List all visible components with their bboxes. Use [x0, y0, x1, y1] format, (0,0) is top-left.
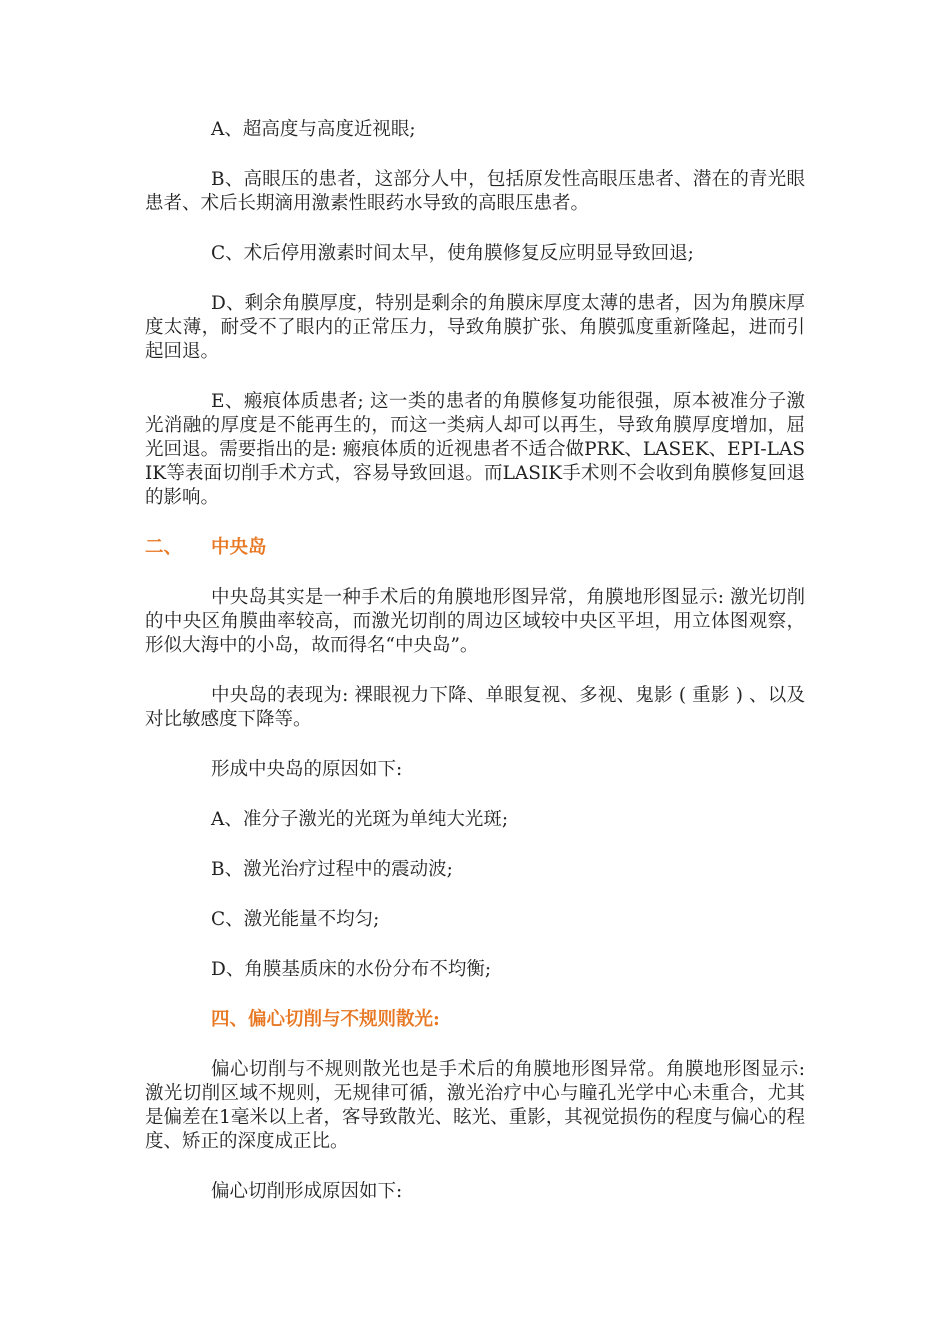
paragraph-item-c: C、术后停用激素时间太早，使角膜修复反应明显导致回退; — [211, 243, 694, 264]
paragraph-decentration-definition: 偏心切削与不规则散光也是手术后的角膜地形图异常。角膜地形图显示: 激光切削区域不规则，无规律可循，激光治疗中心与瞳孔光学中心未重合，尤其是偏差在1毫米以上者，客导致散光、眩光、重影，其视觉损伤的程度与偏心的程度、矫正的深度成正比。 — [145, 1059, 805, 1152]
paragraph-central-island-symptoms: 中央岛的表现为: 裸眼视力下降、单眼复视、多视、鬼影 ( 重影 ) 、以及对比敏感度下降等。 — [145, 685, 805, 730]
paragraph-cause-d: D、角膜基质床的水份分布不均衡; — [211, 959, 492, 980]
paragraph-item-d: D、剩余角膜厚度，特别是剩余的角膜床厚度太薄的患者，因为角膜床厚度太薄，耐受不了眼内的正常压力，导致角膜扩张、角膜弧度重新隆起，进而引起回退。 — [145, 293, 805, 362]
paragraph-central-island-causes-intro: 形成中央岛的原因如下: — [211, 759, 403, 780]
document-page — [145, 118, 805, 1204]
paragraph-item-a: A、超高度与高度近视眼; — [211, 119, 416, 140]
paragraph-cause-a: A、准分子激光的光斑为单纯大光斑; — [211, 809, 509, 830]
section-heading-central-island — [145, 536, 805, 560]
section-heading-number: 二、 — [145, 537, 183, 558]
paragraph-item-e: E、瘢痕体质患者; 这一类的患者的角膜修复功能很强，原本被准分子激光消融的厚度是不能再生的，而这一类病人却可以再生，导致角膜厚度增加，屈光回退。需要指出的是: 瘢痕体质的近视患者不适合做PRK、LASEK、EPI-LASIK等表面切削手术方式，容易导致回退。而LASIK手术则不会收到角膜修复回退的影响。 — [145, 391, 805, 508]
paragraph-decentration-causes-intro: 偏心切削形成原因如下: — [211, 1181, 403, 1202]
section-heading-title: 中央岛 — [211, 537, 267, 558]
paragraph-cause-b: B、激光治疗过程中的震动波; — [211, 859, 453, 880]
paragraph-central-island-definition: 中央岛其实是一种手术后的角膜地形图异常，角膜地形图显示: 激光切削的中央区角膜曲率较高，而激光切削的周边区域较中央区平坦，用立体图观察，形似大海中的小岛，故而得名“中央岛”。 — [145, 587, 805, 656]
section-heading-decentration: 四、偏心切削与不规则散光: — [211, 1009, 440, 1030]
paragraph-item-b: B、高眼压的患者，这部分人中，包括原发性高眼压患者、潜在的青光眼患者、术后长期滴用激素性眼药水导致的高眼压患者。 — [145, 169, 805, 214]
paragraph-cause-c: C、激光能量不均匀; — [211, 909, 380, 930]
